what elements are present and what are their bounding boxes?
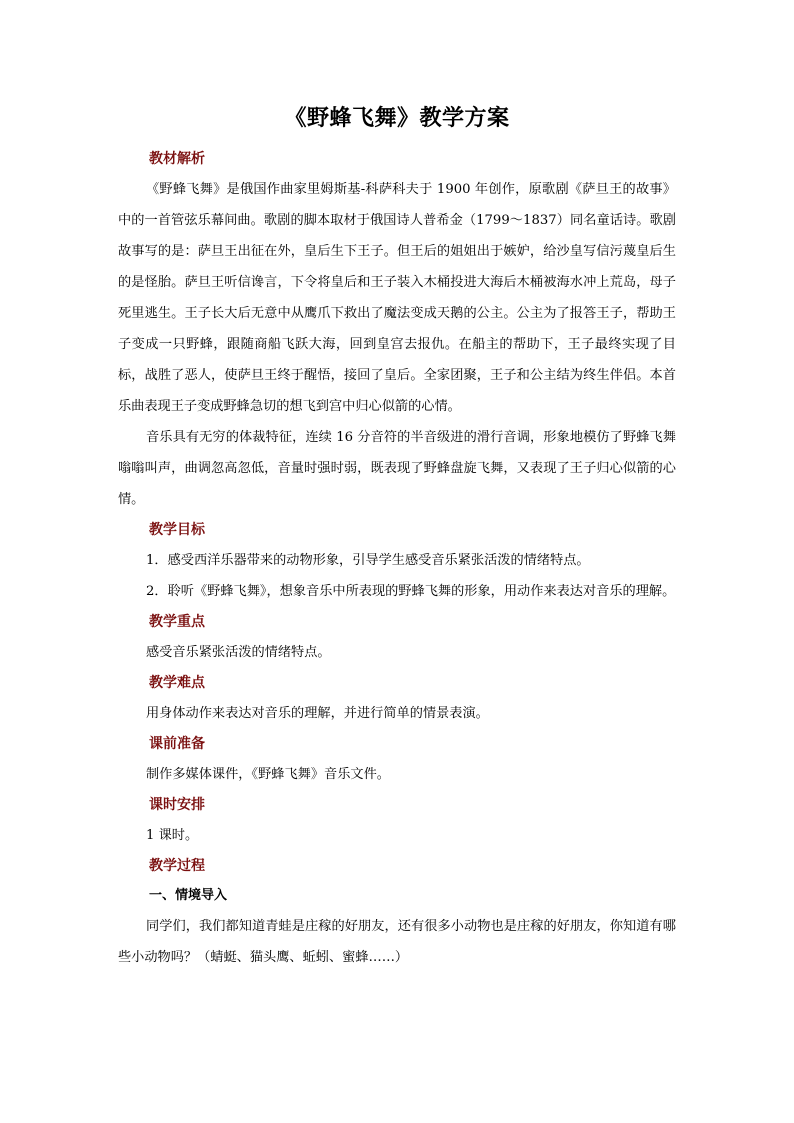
section-heading-preparation: 课前准备	[149, 736, 205, 752]
section-heading-analysis: 教材解析	[149, 151, 205, 167]
schedule-text: 1 课时。	[146, 828, 199, 843]
section-heading-goals: 教学目标	[149, 522, 205, 538]
goal-item-1: 1．感受西洋乐器带来的动物形象，引导学生感受音乐紧张活泼的情绪特点。	[146, 553, 590, 568]
section-heading-schedule: 课时安排	[149, 797, 205, 813]
document-page	[118, 96, 676, 973]
focus-text: 感受音乐紧张活泼的情绪特点。	[146, 645, 331, 660]
section-heading-difficulty: 教学难点	[149, 675, 205, 691]
process-step-1-heading: 一、情境导入	[149, 888, 228, 903]
process-step-1-text: 同学们，我们都知道青蛙是庄稼的好朋友，还有很多小动物也是庄稼的好朋友，你知道有哪些小动物吗？（蜻蜓、猫头鹰、蚯蚓、蜜蜂……）	[118, 919, 676, 965]
analysis-paragraph-2: 音乐具有无穷的体裁特征，连续 16 分音符的半音级进的滑行音调，形象地模仿了野蜂飞舞嗡嗡叫声，曲调忽高忽低，音量时强时弱，既表现了野蜂盘旋飞舞，又表现了王子归心似箭的心情。	[118, 430, 676, 507]
preparation-text: 制作多媒体课件，《野蜂飞舞》音乐文件。	[146, 767, 390, 782]
goal-item-2: 2．聆听《野蜂飞舞》，想象音乐中所表现的野蜂飞舞的形象，用动作来表达对音乐的理解。	[146, 584, 676, 599]
section-heading-process: 教学过程	[149, 858, 205, 874]
difficulty-text: 用身体动作来表达对音乐的理解，并进行简单的情景表演。	[146, 706, 489, 721]
document-title: 《野蜂飞舞》教学方案	[284, 105, 510, 131]
section-heading-focus: 教学重点	[149, 614, 205, 630]
analysis-paragraph-1: 《野蜂飞舞》是俄国作曲家里姆斯基-科萨科夫于 1900 年创作，原歌剧《萨旦王的故事》中的一首管弦乐幕间曲。歌剧的脚本取材于俄国诗人普希金（1799～1837）同名童话诗。歌剧故事写的是：萨旦王出征在外，皇后生下王子。但王后的姐姐出于嫉妒，给沙皇写信污蔑皇后生的是怪胎。萨旦王听信谗言，下令将皇后和王子装入木桶投进大海后木桶被海水冲上荒岛，母子死里逃生。王子长大后无意中从鹰爪下救出了魔法变成天鹅的公主。公主为了报答王子，帮助王子变成一只野蜂，跟随商船飞跃大海，回到皇宫去报仇。在船主的帮助下，王子最终实现了目标，战胜了恶人，使萨旦王终于醒悟，接回了皇后。全家团聚，王子和公主结为终生伴侣。本首乐曲表现王子变成野蜂急切的想飞到宫中归心似箭的心情。	[118, 182, 676, 414]
